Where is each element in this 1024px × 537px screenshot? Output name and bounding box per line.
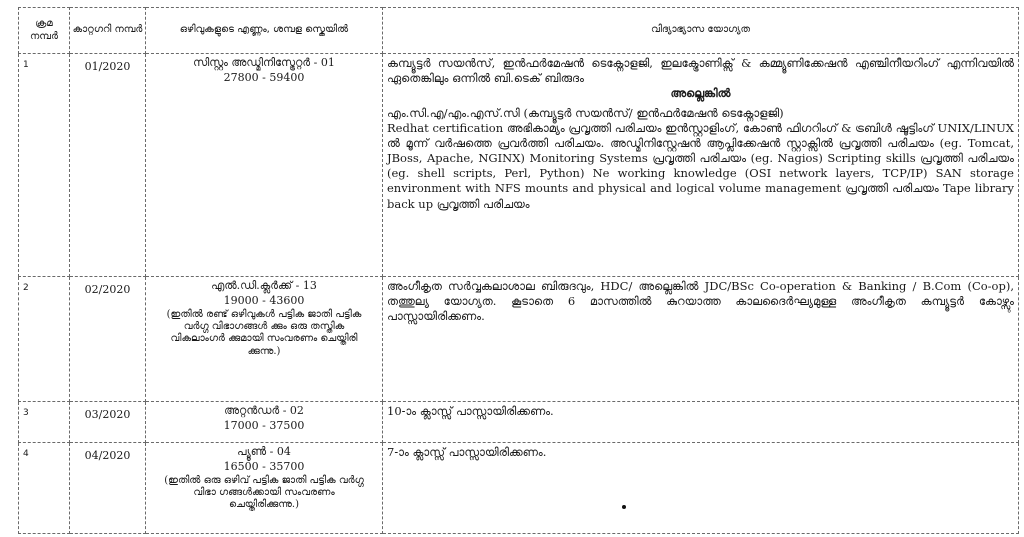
row-category-no: 04/2020 xyxy=(70,443,146,534)
row-post xyxy=(146,402,383,443)
header-qualification: വിദ്യാഭ്യാസ യോഗ്യത xyxy=(383,8,1019,54)
row-sl-no: 1 xyxy=(19,54,70,277)
table-row xyxy=(19,277,1019,402)
ink-dot xyxy=(622,505,626,509)
table-row xyxy=(19,54,1019,277)
qualification-text: 7-ാം ക്ലാസ്സ് പാസ്സായിരിക്കണം. xyxy=(387,445,547,459)
row-qualification xyxy=(383,54,1019,277)
pay-scale: 19000 - 43600 xyxy=(223,293,305,307)
qualification-text: എം.സി.എ/എം.എസ്.സി (കമ്പ്യൂട്ടർ സയൻസ്/ ഇൻഫർമേഷൻ ടെക്നോളജി) xyxy=(387,105,784,120)
qualification-text: Redhat certification അഭികാമ്യം പ്രവൃത്തി പരിചയം ഇൻസ്റ്റാളിംഗ്, കോൺ ഫിഗറിംഗ് & ട്രബിൾ ഷൂട്ടിംഗ് UNIX/LINUX ൽ മൂന്ന് വർഷത്തെ പ്രവർത്തി പരിചയം. അഡ്മിനിസ്റ്റേഷൻ ആപ്ലിക്കേഷൻ സ്റ്റാക്സിൽ പ്രവൃത്തി പരിചയം (eg. Tomcat, JBoss, Apache, NGINX) Monitoring Systems പ്രവൃത്തി പരിചയം (eg. Nagios) Scripting skills പ്രവൃത്തി പരിചയം (eg. shell scripts, Perl, Python) Ne working knowledge (OSI network layers, TCP/IP) SAN storage environment with NFS mounts and physical and logical volume management പ്രവൃത്തി പരിചയം Tape library back up പ്രവൃത്തി പരിചയം xyxy=(387,120,1014,211)
row-post xyxy=(146,277,383,402)
row-category-no: 02/2020 xyxy=(70,277,146,402)
recruitment-table xyxy=(18,7,1019,534)
header-sl-no: ക്രമ നമ്പർ xyxy=(19,8,70,54)
row-category-no: 01/2020 xyxy=(70,54,146,277)
reservation-note: (ഇതിൽ ഒരു ഒഴിവ് പട്ടിക ജാതി പട്ടിക വർഗ്ഗ വിഭാ ഗങ്ങൾക്കായി സംവരണം ചെയ്തിരിക്കുന്നു.) xyxy=(164,475,364,511)
pay-scale: 16500 - 35700 xyxy=(223,459,305,473)
pay-scale: 17000 - 37500 xyxy=(223,418,305,432)
row-sl-no: 4 xyxy=(19,443,70,534)
row-category-no: 03/2020 xyxy=(70,402,146,443)
table-row xyxy=(19,443,1019,534)
pay-scale: 27800 - 59400 xyxy=(223,70,305,84)
table-row xyxy=(19,402,1019,443)
qualification-text: അംഗീകൃത സർവ്വകലാശാല ബിരുദവും, HDC/ അല്ലെങ്കിൽ JDC/BSc Co-operation & Banking / B.Com (Co-op), തത്തുല്യ യോഗ്യത. കൂടാതെ 6 മാസത്തിൽ കുറയാത്ത കാലദൈർഘ്യമുള്ള അംഗീകൃത കമ്പ്യൂട്ടർ കോഴ്സും പാസ്സായിരിക്കണം. xyxy=(387,279,1014,324)
qualification-text: കമ്പ്യൂട്ടർ സയൻസ്, ഇൻഫർമേഷൻ ടെക്നോളജി, ഇലക്ട്രോണിക്സ് & കമ്മ്യൂണിക്കേഷൻ എഞ്ചിനീയറിംഗ് എന്നിവയിൽ ഏതെങ്കിലും ഒന്നിൽ ബി.ടെക് ബിരുദം xyxy=(387,56,1014,86)
header-category-no: കാറ്റഗറി നമ്പർ xyxy=(70,8,146,54)
table-header-row xyxy=(19,8,1019,54)
post-name: പ്യൂൺ - 04 xyxy=(237,445,291,458)
row-qualification xyxy=(383,443,1019,534)
header-post: ഒഴിവുകളുടെ എണ്ണം, ശമ്പള സ്കെയിൽ xyxy=(146,8,383,54)
row-post xyxy=(146,443,383,534)
post-name: എൽ.ഡി.ക്ലർക്ക് - 13 xyxy=(211,279,317,292)
post-name: അറ്റൻഡർ - 02 xyxy=(224,404,304,417)
qualification-or: അല്ലെങ്കിൽ xyxy=(670,86,731,101)
post-name: സിസ്റ്റം അഡ്മിനിസ്ട്രേറ്റർ - 01 xyxy=(193,56,335,69)
reservation-note: (ഇതിൽ രണ്ട് ഒഴിവുകൾ പട്ടിക ജാതി പട്ടിക വർഗ്ഗ വിഭാഗങ്ങൾ ക്കും ഒരു തസ്തിക വികലാംഗർ ക്കുമായി സംവരണം ചെയ്തിരി ക്കുന്നു.) xyxy=(166,309,362,357)
row-post xyxy=(146,54,383,277)
row-qualification xyxy=(383,277,1019,402)
qualification-text: 10-ാം ക്ലാസ്സ് പാസ്സായിരിക്കണം. xyxy=(387,404,554,418)
row-sl-no: 2 xyxy=(19,277,70,402)
row-sl-no: 3 xyxy=(19,402,70,443)
row-qualification xyxy=(383,402,1019,443)
